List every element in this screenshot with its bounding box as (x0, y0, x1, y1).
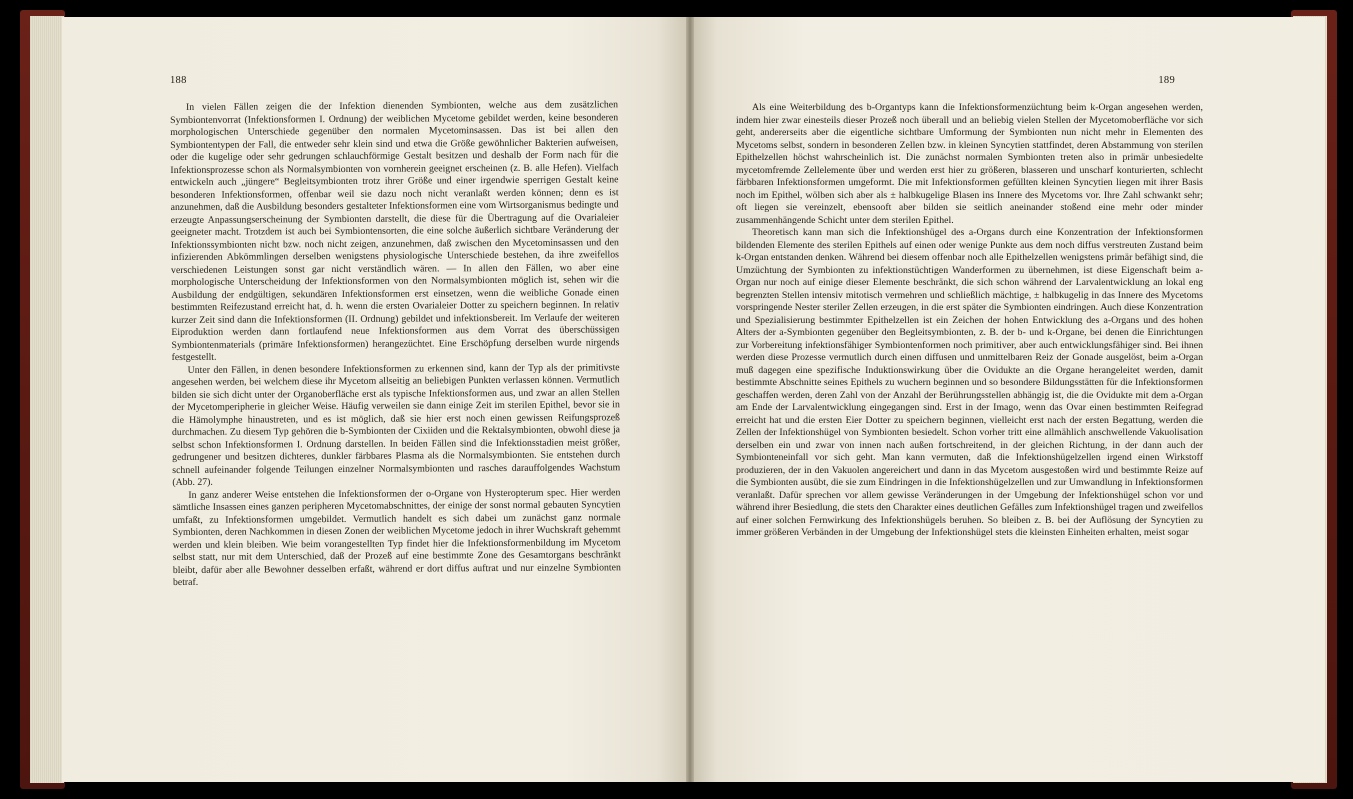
left-paragraph-1: In vielen Fällen zeigen die der Infektion dienenden Symbionten, welche aus dem zusätzlichen Symbiontenvorrat (Infektionsformen I. Ordnung) der weiblichen Mycetome gebildet werden, keine besonderen morphologischen Unterschiede gegenüber den normalen Mycetominsassen. Das ist bei allen den Symbiontentypen der Fall, die entweder sehr klein sind und etwa die Größe gewöhnlicher Bakterien aufweisen, oder die kugelige oder sehr gedrungen schlauchförmige Gestalt besitzen und deshalb der Form nach für die Infektionsprozesse schon als Normalsymbionten von vornherein geeignet erscheinen (z. B. alle Hefen). Vielfach entwickeln auch „jüngere“ Begleitsymbionten trotz ihrer Größe und einer irgendwie sperrigen Gestalt keine besonderen Infektionsformen, offenbar weil sie dazu noch nicht veranlaßt werden können; denn es ist anzunehmen, daß die Ausbildung besonders gestalteter Infektionsformen eine vom Wirtsorganismus bedingte und erzeugte Anpassungserscheinung der Symbionten darstellt, die diese für die Übertragung auf die Ovarialeier geeigneter macht. Trotzdem ist auch bei Symbiontensorten, die eine solche äußerlich sichtbare Veränderung der Infektionssymbionten nicht bzw. noch nicht zeigen, anzunehmen, daß zwischen den Mycetominsassen und den infizierenden Abkömmlingen derselben wenigstens physiologische Unterschiede bestehen, da ihre zweifellos verschiedenen Leistungen sonst gar nicht verständlich wären. — In allen den Fällen, wo aber eine morphologische Unterscheidung der Infektionsformen von den Normalsymbionten möglich ist, sehen wir die Ausbildung der endgültigen, sekundären Infektionsformen erst einsetzen, wenn die weibliche Gonade einen bestimmten Reifezustand erreicht hat, d. h. wenn die ersten Ovarialeier Dotter zu speichern beginnen. In relativ kurzer Zeit sind dann die Infektionsformen (II. Ordnung) gebildet und infektionsbereit. Im Verlaufe der weiteren Eiproduktion werden dann fortlaufend neue Infektionsformen aus dem Vorrat des überschüssigen Symbiontenmaterials (primäre Infektionsformen) herangezüchtet. Eine Erschöpfung derselben wurde nirgends festgestellt. (170, 99, 620, 363)
left-page-number: 188 (170, 75, 187, 86)
left-page-stack (30, 16, 64, 783)
left-paragraph-3: In ganz anderer Weise entstehen die Infektionsformen der o-Organe von Hysteropterum spec. Hier werden sämtliche Insassen eines ganzen peripheren Mycetomabschnittes, der einige der sonst normal gebauten Syncytien umfaßt, zu Infektionsformen umgebildet. Vermutlich handelt es sich dabei um zunächst ganz normale Symbionten, deren Nachkommen in diesen Zonen der weiblichen Mycetome jedoch in ihrer Wuchskraft gehemmt werden und klein bleiben. Wie beim vorangestellten Typ findet hier die Infektionsformenbildung im Mycetom selbst statt, nur mit dem Unterschied, daß der Prozeß auf eine bestimmte Zone des Gesamtorgans beschränkt bleibt, dafür aber alle Bewohner desselben erfaßt, während er dort diffus auftrat und nur einzelne Symbionten betraf. (172, 486, 621, 588)
left-paragraph-2: Unter den Fällen, in denen besondere Infektionsformen zu erkennen sind, kann der Typ als der primitivste angesehen werden, bei welchem diese ihr Mycetom allseitig an beliebigen Punkten verlassen können. Vermutlich bilden sie sich dicht unter der Organoberfläche erst als typische Infektionsformen aus, und zwar an allen Stellen der Mycetomperipherie in gleicher Weise. Häufig verweilen sie dann einige Zeit im sterilen Epithel, bevor sie in die Hämolymphe hinaustreten, und es ist möglich, daß sie hier erst noch einen gewissen Reifungsprozeß durchmachen. Zu diesem Typ gehören die b-Symbionten der Cixiiden und die Rektalsymbionten, obwohl diese ja selbst schon Infektionsformen I. Ordnung darstellen. In beiden Fällen sind die Infektionsstadien meist größer, gedrungener und besitzen dichteres, dunkler färbbares Plasma als die Normalsymbionten. Sie entstehen durch schnell aufeinander folgende Teilungen einzelner Normalsymbionten und rasches darauffolgendes Wachstum (Abb. 27). (171, 361, 621, 488)
right-page-number: 189 (1158, 75, 1175, 86)
right-page (692, 17, 1325, 782)
book-gutter (686, 17, 694, 782)
left-page (62, 17, 688, 782)
right-paragraph-2: Theoretisch kann man sich die Infektionshügel des a-Organs durch eine Konzentration der Infektionsformen bildenden Elemente des sterilen Epithels auf einen oder wenige Punkte aus dem noch diffus verstreuten Zustand beim k-Organ entstanden denken. Während bei diesem offenbar noch alle Epithelzellen wenigstens primär befähigt sind, die Umzüchtung der Symbionten zu infektionstüchtigen Wanderformen zu übernehmen, ist diese Eigenschaft beim a-Organ nur noch auf einige dieser Elemente beschränkt, die sich schon während der Larvalentwicklung an lokal eng begrenzten Stellen intensiv mitotisch vermehren und schließlich mächtige, ± halbkugelig in das Innere des Mycetoms vorspringende Nester steriler Zellen erzeugen, in die erst später die Symbionten eindringen. Auch diese Konzentration und Spezialisierung bestimmter Epithelzellen ist ein Zeichen der hohen Entwicklung des a-Organs und des hohen Alters der a-Symbionten gegenüber den Begleitsymbionten, z. B. der b- und k-Organe, bei denen die Einrichtungen zur Vorbereitung infektionsfähiger Symbiontenformen noch primitiver, aber auch entwicklungsfähiger sind. Bei ihnen werden diese Prozesse vermutlich durch einen diffusen und unmittelbaren Reiz der Gonade ausgelöst, beim a-Organ muß dagegen eine spezifische Induktionswirkung über die Ovidukte an die Organe herangeleitet werden, damit bestimmte Abschnitte seines Epithels zu wuchern beginnen und so besondere Bildungsstätten für die Infektionsformen geschaffen werden, deren Zahl von der Anzahl der Berührungsstellen abhängig ist, die die Ovidukte mit dem a-Organ am Ende der Larvalentwicklung eingegangen sind. Erst in der Imago, wenn das Ovar einen bestimmten Reifegrad erreicht hat und die ersten Eier Dotter zu speichern beginnen, vielleicht erst nach der ersten Begattung, werden die Zellen der Infektionshügel von Symbionten besiedelt. Schon vorher tritt eine allmählich anschwellende Vakuolisation derselben ein und zwar von innen nach außen fortschreitend, in der gleichen Richtung, in der dann auch der Symbionteneinfall vor sich geht. Man kann vermuten, daß die Infektionshügelzellen irgend einen Wirkstoff produzieren, der in den Vakuolen angereichert und dann in das Mycetom ausgestoßen wird und bestimmte Reize auf die Symbionten ausübt, die sie zum Eindringen in die Infektionshügelzellen und zur Umwandlung in Infektionsformen veranlaßt. Dafür sprechen vor allem gewisse Veränderungen in der Umgebung der Infektionshügel schon vor und während ihrer Besiedlung, die stets den Charakter eines deutlichen Gefälles zum Infektionshügel tragen und zweifellos auf einer solchen Fernwirkung des Infektionshügels beruhen. So bleiben z. B. bei der Auflösung der Syncytien zu immer größeren Verbänden in der Umgebung der Infektionshügel stets die kleinsten Einheiten erhalten, meist sogar (736, 227, 1203, 538)
right-page-body (736, 102, 1203, 540)
right-paragraph-1: Als eine Weiterbildung des b-Organtyps kann die Infektionsformenzüchtung beim k-Organ angesehen werden, indem hier zwar einesteils dieser Prozeß noch überall und an beliebig vielen Stellen der Mycetomoberfläche vor sich geht, andererseits aber die eigentliche sichtbare Umformung der Symbionten nun nicht mehr in Elementen des Mycetoms selbst, sondern in besonderen Zellen bzw. in kleinen Syncytien stattfindet, deren Abstammung von sterilen Epithelzellen höchst wahrscheinlich ist. Die zunächst normalen Symbionten treten also in primär unbesiedelte mycetomfremde Zellelemente über und werden erst hier zu größeren, blasseren und unscharf konturierten, schlecht färbbaren Infektionsformen umgeformt. Die mit Infektionsformen gefüllten kleinen Syncytien liegen mit ihrer Basis noch im Epithel, wölben sich aber als ± halbkugelige Blasen ins Innere des Mycetoms vor. Ihre Zahl schwankt sehr; oft liegen sie vereinzelt, ebensooft aber bilden sie seitlich aneinander stoßend eine mehr oder minder zusammenhängende Schicht unter dem sterilen Epithel. (736, 102, 1203, 226)
left-page-body (170, 99, 621, 589)
